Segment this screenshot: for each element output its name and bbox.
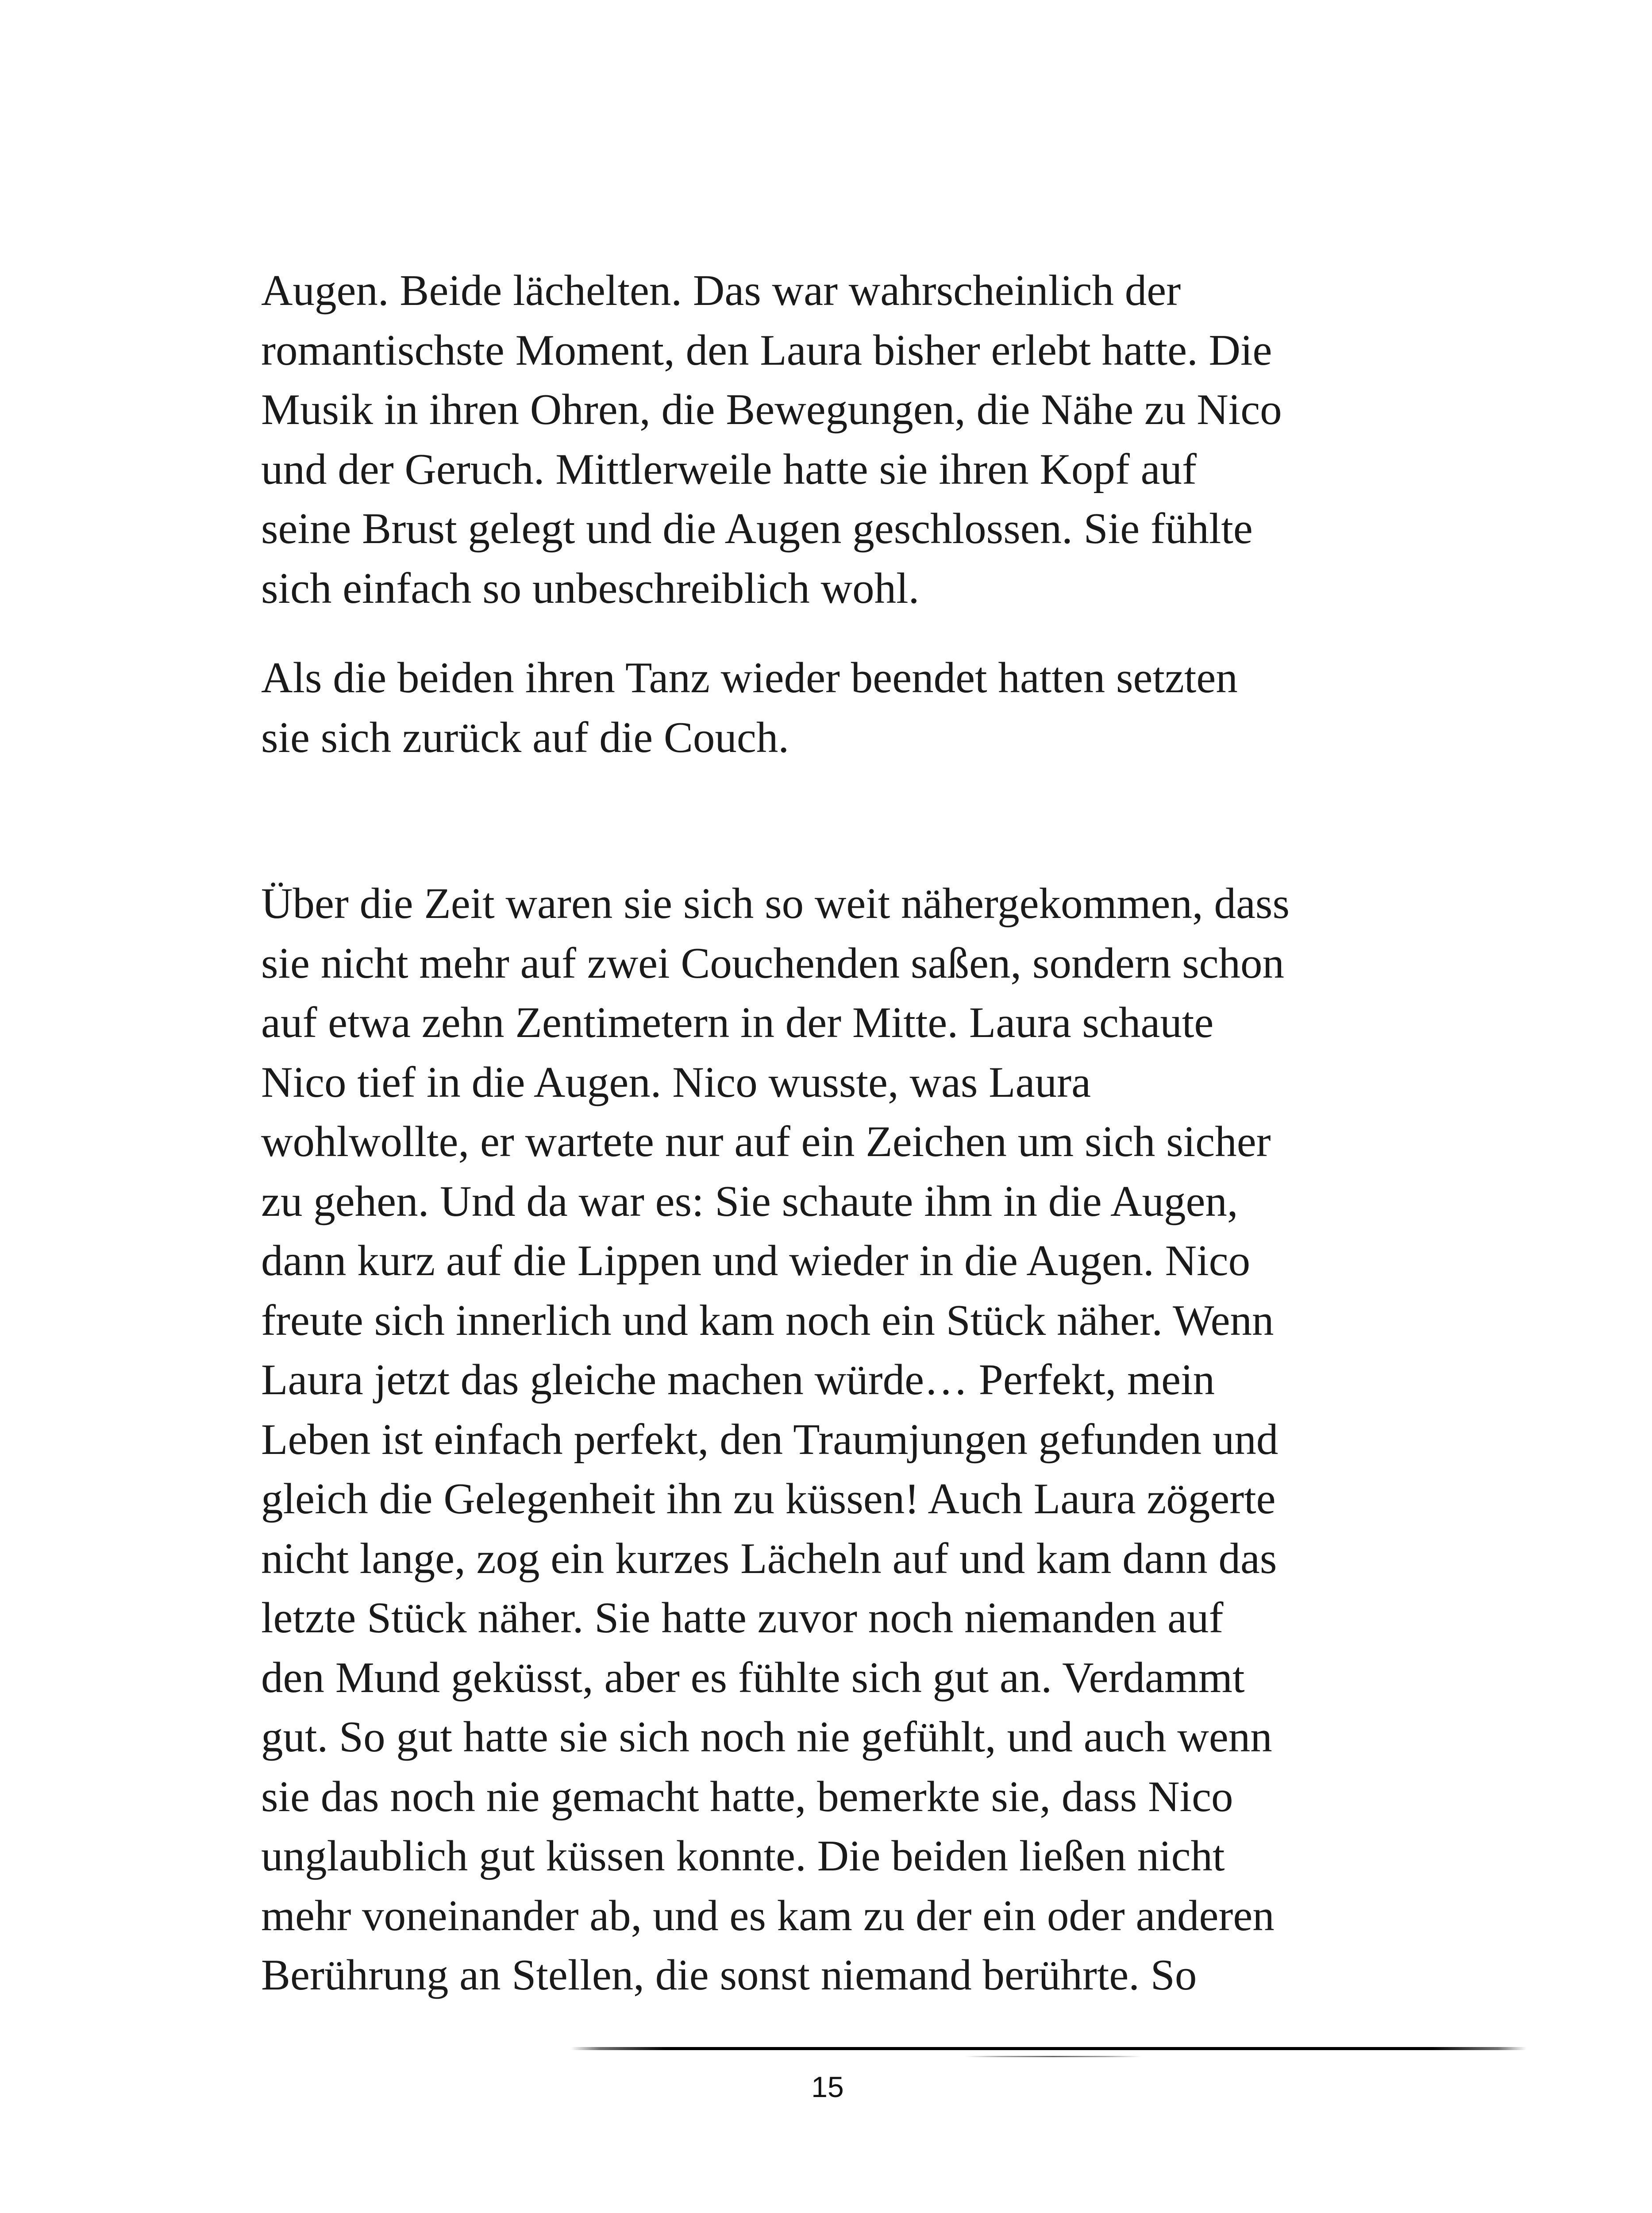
paragraph [261, 648, 1429, 767]
text-line: nicht lange, zog ein kurzes Lächeln auf und kam dann das [261, 1534, 1277, 1583]
text-line: seine Brust gelegt und die Augen geschlossen. Sie fühlte [261, 505, 1253, 553]
paragraph [261, 874, 1429, 2005]
text-line: auf etwa zehn Zentimetern in der Mitte. Laura schaute [261, 999, 1214, 1047]
text-line: wohlwollte, er wartete nur auf ein Zeichen um sich sicher [261, 1118, 1271, 1166]
text-line: gleich die Gelegenheit ihn zu küssen! Auch Laura zögerte [261, 1475, 1276, 1523]
text-line: Als die beiden ihren Tanz wieder beendet hatten setzten [261, 654, 1238, 702]
page-number: 15 [811, 2070, 844, 2103]
text-line: freute sich innerlich und kam noch ein Stück näher. Wenn [261, 1296, 1274, 1345]
text-line: dann kurz auf die Lippen und wieder in die Augen. Nico [261, 1237, 1251, 1285]
text-line: gut. So gut hatte sie sich noch nie gefühlt, und auch wenn [261, 1713, 1272, 1761]
footer-divider [571, 2047, 1527, 2050]
text-line: Leben ist einfach perfekt, den Traumjungen gefunden und [261, 1415, 1278, 1464]
text-line: Nico tief in die Augen. Nico wusste, was Laura [261, 1058, 1091, 1106]
text-line: den Mund geküsst, aber es fühlte sich gut an. Verdammt [261, 1653, 1245, 1702]
text-line: letzte Stück näher. Sie hatte zuvor noch niemanden auf [261, 1594, 1224, 1642]
text-line: sie das noch nie gemacht hatte, bemerkte sie, dass Nico [261, 1772, 1233, 1821]
text-line: Über die Zeit waren sie sich so weit nähergekommen, dass [261, 879, 1290, 928]
text-line: Berührung an Stellen, die sonst niemand berührte. So [261, 1951, 1197, 1999]
footer-divider-accent [965, 2056, 1142, 2057]
text-line: Laura jetzt das gleiche machen würde… Perfekt, mein [261, 1356, 1215, 1404]
text-line: sie sich zurück auf die Couch. [261, 713, 789, 762]
paragraph [261, 261, 1429, 618]
text-line: Augen. Beide lächelten. Das war wahrscheinlich der [261, 266, 1181, 315]
text-line: romantischste Moment, den Laura bisher erlebt hatte. Die [261, 326, 1272, 374]
text-line: sie nicht mehr auf zwei Couchenden saßen, sondern schon [261, 939, 1285, 987]
text-line: und der Geruch. Mittlerweile hatte sie ihren Kopf auf [261, 445, 1197, 493]
text-line: mehr voneinander ab, und es kam zu der ein oder anderen [261, 1891, 1275, 1940]
text-line: sich einfach so unbeschreiblich wohl. [261, 564, 920, 613]
text-line: unglaublich gut küssen konnte. Die beiden ließen nicht [261, 1832, 1225, 1880]
text-line: zu gehen. Und da war es: Sie schaute ihm in die Augen, [261, 1177, 1238, 1226]
text-line: Musik in ihren Ohren, die Bewegungen, die Nähe zu Nico [261, 386, 1282, 434]
